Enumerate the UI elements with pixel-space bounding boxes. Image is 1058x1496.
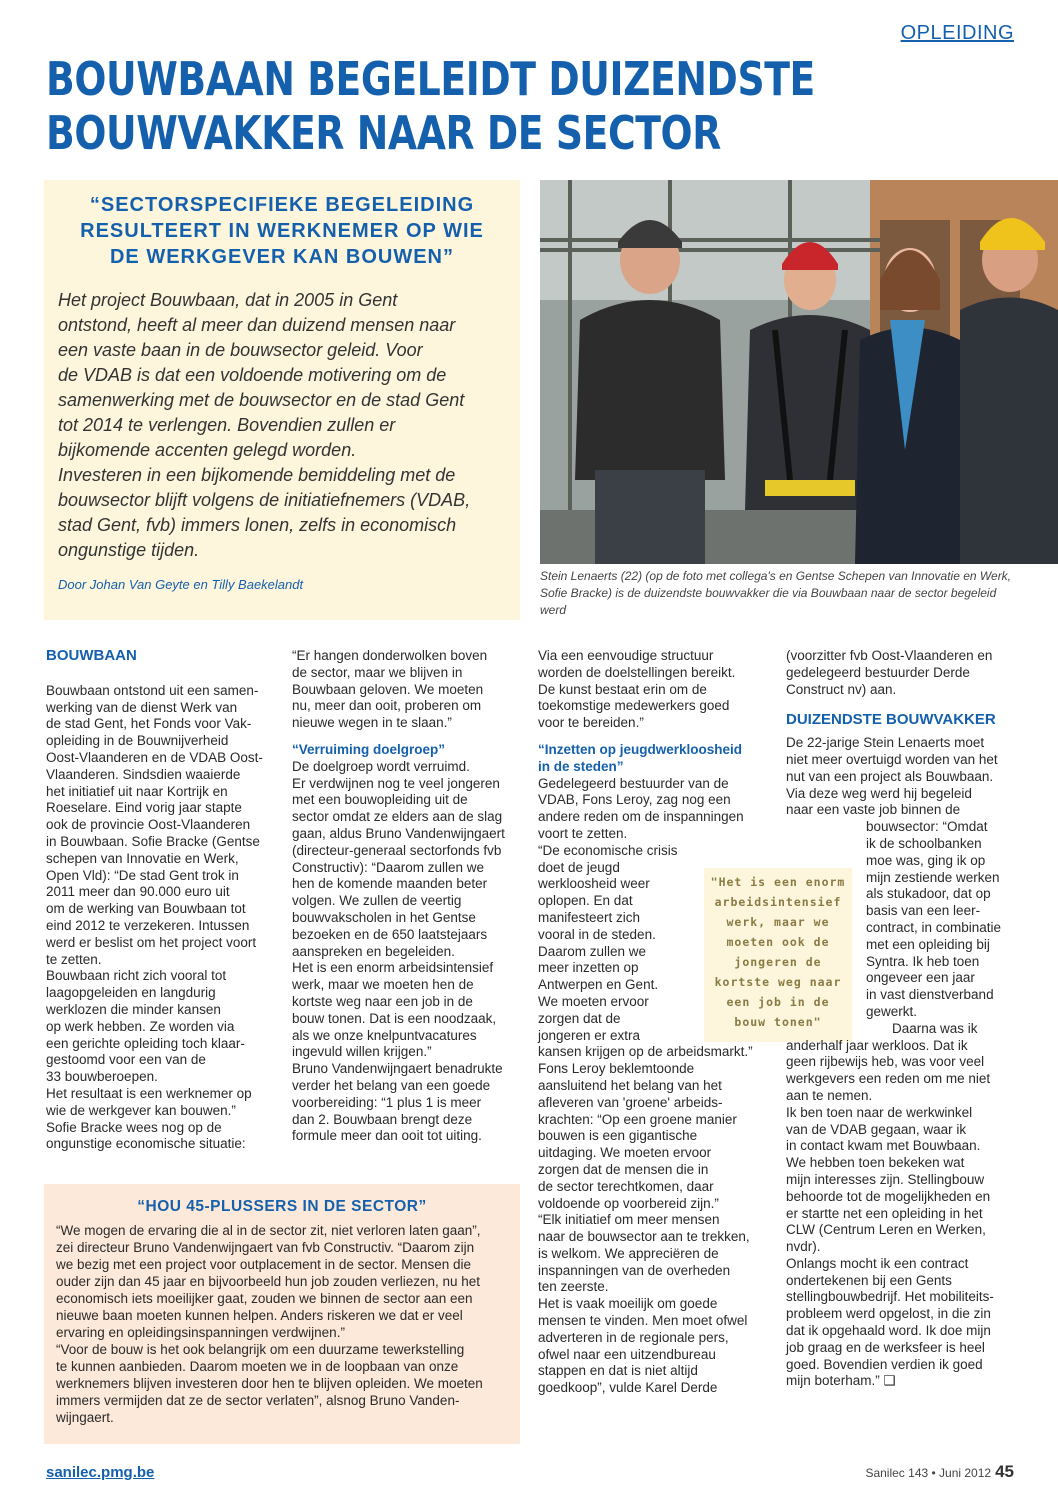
text-line: laagopgeleiden en langdurig [46,985,216,1001]
text-line: werd er beslist om het project voort [46,934,257,950]
text-line: om de werking van Bouwbaan tot [46,901,246,917]
text-line: Bouwbaan ontstond uit een samen- [46,682,259,698]
text-line: job graag en de werksfeer is heel [786,1339,985,1355]
sidebar-box-title: “HOU 45-PLUSSERS IN DE SECTOR” [137,1198,427,1215]
text-line: probleem werd opgelost, in die zin [786,1306,991,1322]
text-line: VDAB, Fons Leroy, zag nog een [538,792,731,808]
text-line: geen rijbewijs heb, was voor veel [786,1054,985,1070]
caption-line: werd [540,603,567,617]
headline-line: BOUWBAAN BEGELEIDT DUIZENDSTE [46,52,815,106]
text-line: Open Vld): “De stad Gent trok in [46,867,239,883]
text-line: werking van de dienst Werk van [46,699,238,715]
text-line: De 22-jarige Stein Lenaerts moet [786,735,985,751]
pull-quote-line: “SECTORSPECIFIEKE BEGELEIDING [89,194,475,216]
text-line: dan 2. Bouwbaan brengt deze [292,1111,473,1127]
text-line: inspanningen van de overheden [538,1262,731,1278]
text-line: (directeur-generaal sectorfonds fvb [292,842,502,858]
text-line: op werk hebben. Ze worden via [46,1018,235,1034]
text-line: Bouwbaan richt zich vooral tot [46,968,227,984]
column-body [786,735,1012,1390]
text-line: ten zeerste. [538,1279,609,1295]
text-line: Onlangs mocht ik een contract [786,1255,969,1271]
intro-line: stad Gent, fvb) immers lonen, zelfs in economisch [58,515,457,535]
text-line: bouwen is een gigantische [538,1128,698,1144]
text-line: gedelegeerd bestuurder Derde [786,664,970,680]
text-line: ervaring en opleidingsinspanningen verdwijnen.” [56,1325,345,1340]
text-line: Daarna was ik [892,1020,978,1036]
text-line: de sector, maar we blijven in [292,664,463,680]
column-heading: BOUWBAAN [46,647,137,664]
text-line: we bezig met een project voor outplacement in de sector. Mensen die [56,1257,471,1272]
text-line: doet de jeugd [538,859,620,875]
text-line: wie de werkgever kan bouwen.” [46,1102,236,1118]
text-line: aanspreken en begeleiden. [292,943,455,959]
text-line: aan te nemen. [786,1087,873,1103]
page-footer [865,1462,1014,1482]
text-line: stellingbouwbedrijf. Het mobiliteits- [786,1289,994,1305]
intro-line: Het project Bouwbaan, dat in 2005 in Gent [58,290,398,310]
text-line: vooral in de steden. [538,926,656,942]
intro-line: samenwerking met de bouwsector en de stad Gent [58,390,465,410]
text-line: De kunst bestaat erin om de [538,681,707,697]
text-line: formule meer dan ooit tot uiting. [292,1128,482,1144]
text-line: verder het belang van een goede [292,1077,491,1093]
text-line: wijngaert. [56,1410,114,1425]
text-line: nvdr). [786,1239,821,1255]
text-line: economisch iets moeilijker gaat, zouden we binnen de sector aan een [56,1291,473,1306]
text-line: basis van een leer- [866,903,981,919]
text-line: naar de bouwsector aan te trekken, [538,1229,750,1245]
text-line: mijn boterham.” ❑ [786,1373,896,1389]
text-line: “Voor de bouw is het ook belangrijk om een duurzame tewerkstelling [56,1342,465,1357]
text-line: eind 2012 te verzekeren. Intussen [46,917,250,933]
text-line: volgen. We zullen de veertig [292,893,462,909]
text-line: uitdaging. We moeten ervoor [538,1145,712,1161]
text-line: te kunnen aanbieden. Daarom moeten we in de loopbaan van onze [56,1359,459,1374]
text-line: Antwerpen en Gent. [538,977,659,993]
text-line: niet meer overtuigd worden van het [786,751,998,767]
subheading-line: in de steden” [538,758,624,774]
text-line: werkgevers een reden om me niet [786,1071,991,1087]
text-line: CLW (Centrum Leren en Werken, [786,1222,986,1238]
text-line: als we onze knelpuntvacatures [292,1027,477,1043]
text-line: Construct nv) aan. [786,681,897,697]
text-line: ongunstige economische situatie: [46,1136,246,1152]
text-line: zei directeur Bruno Vandenwijngaert van fvb Constructiv. “Daarom zijn [56,1240,475,1255]
text-line: bouwsector: “Omdat [866,819,988,835]
column-4 [786,648,1012,1390]
text-line: als stukadoor, dat op [866,886,991,902]
text-line: met een opleiding bij [866,936,990,952]
text-line: Sofie Bracke wees nog op de [46,1119,222,1135]
text-line: manifesteert zich [538,909,641,925]
section-tag[interactable]: OPLEIDING [900,22,1014,44]
text-line: opleiding in de Bouwnijverheid [46,733,229,749]
text-line: Het resultaat is een werknemer op [46,1085,252,1101]
text-line: ongeveer een jaar [866,970,975,986]
text-line: meer inzetten op [538,960,639,976]
text-line: andere reden om de inspanningen [538,809,744,825]
text-line: Het is vaak moeilijk om goede [538,1296,718,1312]
text-line: stappen en dat is niet altijd [538,1363,698,1379]
text-line: kortste weg naar [714,975,842,989]
column-body [292,759,518,1145]
text-line: Bouwbaan geloven. We moeten [292,681,484,697]
text-line: afleveren van 'groene' arbeids- [538,1094,723,1110]
text-line: 33 bouwberoepen. [46,1069,158,1085]
text-line: voort te zetten. [538,825,628,841]
text-line: goed. Bovendien verdien ik goed [786,1356,983,1372]
text-line: gewerkt. [866,1003,918,1019]
text-line: We moeten ervoor [538,993,649,1009]
text-line: bouw tonen. Dat is een noodzaak, [292,1010,497,1026]
text-line: te zetten. [46,951,102,967]
text-line: een job in de [726,995,830,1009]
text-line: Syntra. Ik heb toen [866,953,980,969]
text-line: mensen te vinden. Men moet ofwel [538,1313,748,1329]
text-line: met een bouwopleiding uit de [292,792,468,808]
text-line: mijn zestiende werken [866,869,1000,885]
text-line: gestoomd voor een van de [46,1052,206,1068]
intro-line: ontstond, heeft al meer dan duizend mensen naar [58,315,456,335]
text-line: Constructiv): “Daarom zullen we [292,859,485,875]
text-line: behoorde tot de mogelijkheden en [786,1188,991,1204]
text-line: is welkom. We appreciëren de [538,1245,719,1261]
text-line: De doelgroep wordt verruimd. [292,758,470,774]
text-line: mijn interesses zijn. Stellingbouw [786,1171,985,1187]
text-line: ouder zijn dan 45 jaar en bijvoorbeeld hun job zouden verliezen, nu het [56,1274,481,1289]
text-line: Via deze weg werd hij begeleid [786,785,972,801]
text-line: in vast dienstverband [866,987,994,1003]
intro-line: tot 2014 te verlengen. Bovendien zullen er [58,415,396,435]
text-line: voldoende op voorbereid zijn.” [538,1195,719,1211]
text-line: van de VDAB gegaan, waar ik [786,1121,967,1137]
text-line: oplopen. En dat [538,893,633,909]
text-line: dat ik opgehaald word. Ik doe mijn [786,1323,991,1339]
text-line: nieuwe wegen in te slaan.” [292,715,452,731]
intro-pull-quote [58,192,506,270]
text-line: “De economische crisis [538,842,678,858]
photo-illustration [540,180,1058,564]
text-line: 2011 meer dan 90.000 euro uit [46,884,230,900]
text-line: moe was, ging ik op [866,852,986,868]
text-line: immers vermijden dat ze de sector verlaten”, alsnog Bruno Vanden- [56,1393,460,1408]
text-line: zorgen dat de mensen die in [538,1161,709,1177]
text-line: Het is een enorm arbeidsintensief [292,960,494,976]
text-line: “Elk initiatief om meer mensen [538,1212,720,1228]
subheading-line: “Inzetten op jeugdwerkloosheid [538,741,743,757]
text-line: Via een eenvoudige structuur [538,648,714,663]
text-line: bouwvakscholen in het Gentse [292,909,476,925]
text-line: “We mogen de ervaring die al in de sector zit, niet verloren laten gaan”, [56,1223,481,1238]
column-heading: DUIZENDSTE BOUWVAKKER [786,711,996,729]
text-line: werk, maar we moeten hen de [292,977,474,993]
intro-text [58,288,510,563]
article-photo [540,180,1058,564]
column-subheading: “Verruiming doelgroep” [292,741,446,757]
text-line: nieuwe baan moeten kunnen helpen. Anders riskeren we dat er veel [56,1308,463,1323]
issue-info: Sanilec 143 • Juni 2012 [865,1466,992,1480]
column-2 [292,648,518,1145]
text-line: (voorzitter fvb Oost-Vlaanderen en [786,648,993,663]
text-line: "Het is een enorm [710,875,846,889]
text-line: adverteren in de regionale pers, [538,1329,729,1345]
text-line: een gerichte opleiding toch klaar- [46,1035,245,1051]
text-line: krachten: “Op een groene manier [538,1111,737,1127]
text-line: ondertekenen bij een Gents [786,1272,952,1288]
text-line: We hebben toen bekeken wat [786,1155,965,1171]
text-line: kansen krijgen op de arbeidsmarkt.” [538,1044,753,1060]
text-line: in Bouwbaan. Sofie Bracke (Gentse [46,833,260,849]
text-line: Gedelegeerd bestuurder van de [538,775,729,791]
intro-line: de VDAB is dat een voldoende motivering om de [58,365,447,385]
text-line: werkloosheid weer [538,876,650,892]
text-line: aansluitend het belang van het [538,1077,722,1093]
text-line: anderhalf jaar werkloos. Dat ik [786,1037,968,1053]
text-line: werklozen die minder kansen [46,1001,221,1017]
intro-line: een vaste baan in de bouwsector geleid. Voor [58,340,423,360]
column-body [786,648,1012,698]
sidebar-box-text [56,1222,512,1426]
byline: Door Johan Van Geyte en Tilly Baekelandt [58,577,304,592]
text-line: gaan, aldus Bruno Vandenwijngaert [292,825,505,841]
text-line: Er verdwijnen nog te veel jongeren [292,775,500,791]
text-line: arbeidsintensief [714,895,842,909]
text-line: jongeren de [734,955,822,969]
text-line: toekomstige medewerkers goed [538,698,730,714]
text-line: schepen van Innovatie en Werk, [46,850,239,866]
text-line: moeten ook de [726,935,830,949]
article-headline [46,52,833,160]
text-line: bezoeken en de 650 laatstejaars [292,926,488,942]
intro-line: bijkomende accenten gelegd worden. [58,440,357,460]
headline-line: BOUWVAKKER NAAR DE SECTOR [46,106,721,160]
text-line: het initiatief uit naar Kortrijk en [46,783,228,799]
photo-caption [540,568,1030,619]
column-1 [46,648,274,1153]
text-line: “Er hangen donderwolken boven [292,648,488,663]
text-line: Roeselare. Eind vorig jaar stapte [46,800,242,816]
text-line: zorgen dat de [538,1010,621,1026]
text-line: de stad Gent, het Fonds voor Vak- [46,716,252,732]
caption-line: Stein Lenaerts (22) (op de foto met collega's en Gentse Schepen van Innovatie en Werk, [540,569,1012,583]
text-line: de sector terechtkomen, daar [538,1178,714,1194]
text-line: sector omdat ze elders aan de slag [292,809,503,825]
text-line: ofwel naar een uitzendbureau [538,1346,716,1362]
text-line: Oost-Vlaanderen en de VDAB Oost- [46,749,263,765]
text-line: goedkoop”, vulde Karel Derde [538,1380,718,1396]
intro-line: Investeren in een bijkomende bemiddeling met de [58,465,456,485]
text-line: Daarom zullen we [538,943,647,959]
text-line: nu, meer dan ooit, proberen om [292,698,482,714]
text-line: Fons Leroy beklemtoonde [538,1061,695,1077]
text-line: nut van een project als Bouwbaan. [786,768,994,784]
text-line: werk, maar we [726,915,830,929]
caption-line: Sofie Bracke) is de duizendste bouwvakker die via Bouwbaan naar de sector begeleid [540,586,997,600]
text-line: ingevuld willen krijgen.” [292,1044,432,1060]
intro-line: ongunstige tijden. [58,540,200,560]
column-body [538,648,774,732]
text-line: Vlaanderen. Sindsdien waaierde [46,766,241,782]
column-body [292,648,518,732]
text-line: ook de provincie Oost-Vlaanderen [46,817,251,833]
text-line: er startte net een opleiding in het [786,1205,983,1221]
text-line: voor te bereiden.” [538,715,644,731]
text-line: Bruno Vandenwijngaert benadrukte [292,1061,503,1077]
pull-quote-line: DE WERKGEVER KAN BOUWEN” [109,246,454,268]
text-line: bouw tonen" [734,1015,822,1029]
intro-line: bouwsector blijft volgens de initiatiefnemers (VDAB, [58,490,471,510]
pull-quote-line: RESULTEERT IN WERKNEMER OP WIE [80,220,484,242]
text-line: worden de doelstellingen bereikt. [538,664,736,680]
text-line: hen de komende maanden beter [292,876,488,892]
column-body [46,683,274,1153]
text-line: voorbereiding: “1 plus 1 is meer [292,1094,482,1110]
website-link[interactable]: sanilec.pmg.be [46,1464,155,1481]
page-number: 45 [995,1462,1014,1481]
column-subheading [538,742,774,776]
text-line: contract, in combinatie [866,919,1002,935]
text-line: kortste weg naar een job in de [292,993,473,1009]
text-line: ik de schoolbanken [866,835,982,851]
text-line: naar een vaste job binnen de [786,802,961,818]
text-line: werknemers blijven investeren door hen te blijven opleiden. We moeten [56,1376,483,1391]
text-line: jongeren er extra [538,1027,641,1043]
text-line: Ik ben toen naar de werkwinkel [786,1104,973,1120]
text-line: in contact kwam met Bouwbaan. [786,1138,981,1154]
